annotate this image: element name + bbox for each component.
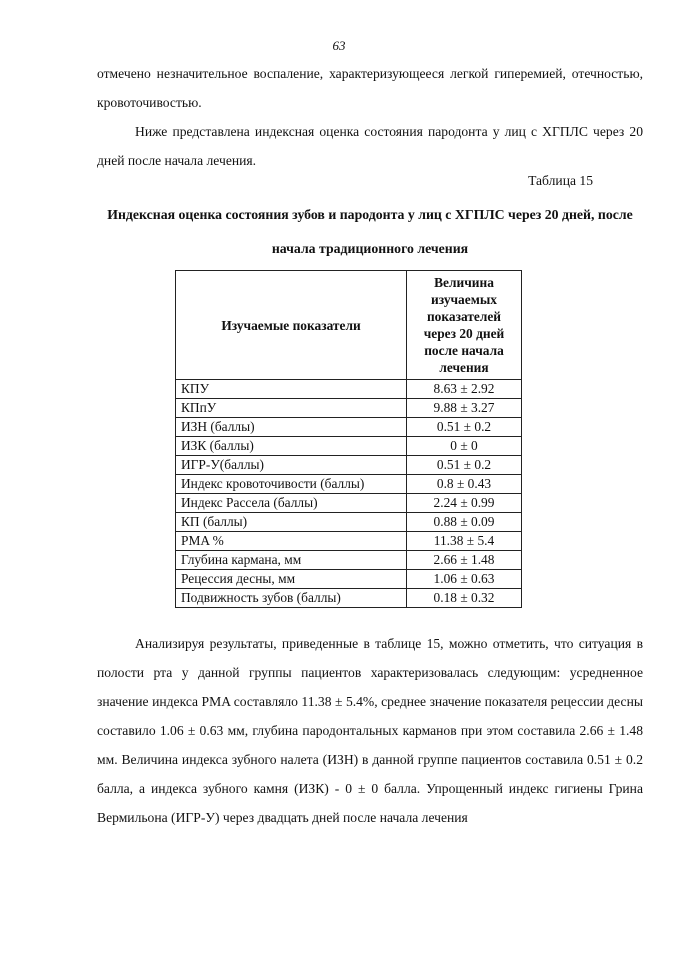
header-indicators: Изучаемые показатели bbox=[176, 271, 407, 380]
row-value: 0.88 ± 0.09 bbox=[407, 513, 522, 532]
row-value: 2.66 ± 1.48 bbox=[407, 551, 522, 570]
row-value: 11.38 ± 5.4 bbox=[407, 532, 522, 551]
table-label: Таблица 15 bbox=[528, 173, 593, 188]
row-value: 0.8 ± 0.43 bbox=[407, 475, 522, 494]
row-value: 0.51 ± 0.2 bbox=[407, 456, 522, 475]
table-title: Индексная оценка состояния зубов и пародонта у лиц с ХГПЛС через 20 дней, после начала традиционного лечения bbox=[107, 207, 633, 256]
table-row bbox=[176, 589, 522, 608]
analysis-paragraph: Анализируя результаты, приведенные в таблице 15, можно отметить, что ситуация в полости рта у данной группы пациентов характеризовалась следующим: усредненное значение индекса PMA составляло 11.38 ± 5.4%, среднее значение показателя рецессии десны составило 1.06 ± 0.63 мм, глубина пародонтальных карманов при этом составила 2.66 ± 1.48 мм. Величина индекса зубного налета (ИЗН) в данной группе пациентов составила 0.51 ± 0.2 балла, а индекса зубного камня (ИЗК) - 0 ± 0 балла. Упрощенный индекс гигиены Грина Вермильона (ИГР-У) через двадцать дней после начала лечения bbox=[97, 636, 643, 825]
table-row bbox=[176, 532, 522, 551]
intro-paragraph-1: отмечено незначительное воспаление, характеризующееся легкой гиперемией, отечностью, кровоточивостью. bbox=[97, 66, 643, 110]
row-indicator: КПУ bbox=[176, 380, 407, 399]
row-indicator: Индекс кровоточивости (баллы) bbox=[176, 475, 407, 494]
row-indicator: Глубина кармана, мм bbox=[176, 551, 407, 570]
table-row bbox=[176, 456, 522, 475]
table-row bbox=[176, 475, 522, 494]
row-value: 2.24 ± 0.99 bbox=[407, 494, 522, 513]
row-value: 0.51 ± 0.2 bbox=[407, 418, 522, 437]
row-indicator: Рецессия десны, мм bbox=[176, 570, 407, 589]
row-indicator: ИГР-У(баллы) bbox=[176, 456, 407, 475]
table-row bbox=[176, 399, 522, 418]
table-row bbox=[176, 494, 522, 513]
row-indicator: ИЗК (баллы) bbox=[176, 437, 407, 456]
table-row bbox=[176, 418, 522, 437]
row-indicator: ИЗН (баллы) bbox=[176, 418, 407, 437]
table-header-row bbox=[176, 271, 522, 380]
intro-paragraph-2: Ниже представлена индексная оценка состояния пародонта у лиц с ХГПЛС через 20 дней после начала лечения. bbox=[97, 124, 643, 168]
row-indicator: КП (баллы) bbox=[176, 513, 407, 532]
table-row bbox=[176, 551, 522, 570]
table-row bbox=[176, 380, 522, 399]
row-value: 1.06 ± 0.63 bbox=[407, 570, 522, 589]
row-indicator: КПпУ bbox=[176, 399, 407, 418]
row-value: 8.63 ± 2.92 bbox=[407, 380, 522, 399]
table-row bbox=[176, 570, 522, 589]
row-value: 0 ± 0 bbox=[407, 437, 522, 456]
page-number: 63 bbox=[332, 38, 346, 53]
row-indicator: Подвижность зубов (баллы) bbox=[176, 589, 407, 608]
row-indicator: PMA % bbox=[176, 532, 407, 551]
row-value: 9.88 ± 3.27 bbox=[407, 399, 522, 418]
row-indicator: Индекс Рассела (баллы) bbox=[176, 494, 407, 513]
indicators-table bbox=[175, 270, 522, 608]
table-row bbox=[176, 437, 522, 456]
row-value: 0.18 ± 0.32 bbox=[407, 589, 522, 608]
header-value: Величина изучаемых показателей через 20 дней после начала лечения bbox=[407, 271, 522, 380]
table-row bbox=[176, 513, 522, 532]
